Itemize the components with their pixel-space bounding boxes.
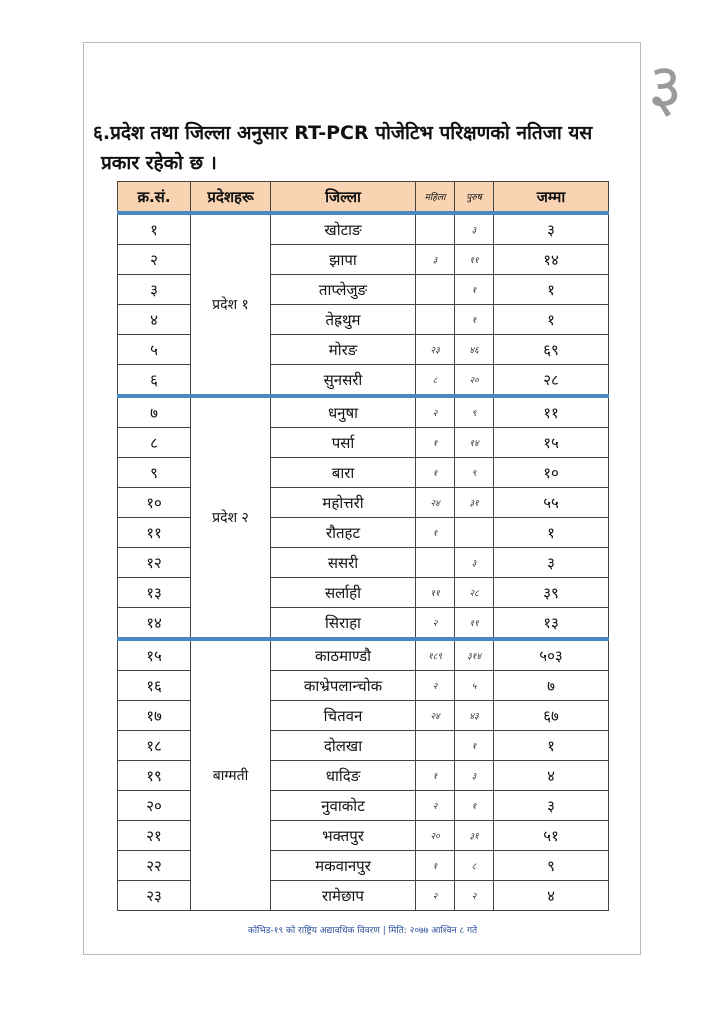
total-cell: ९ xyxy=(494,851,609,881)
male-cell: ३१ xyxy=(455,821,494,851)
male-cell: १४ xyxy=(455,428,494,458)
serial-cell: ११ xyxy=(118,518,191,548)
serial-cell: ७ xyxy=(118,396,191,428)
male-cell xyxy=(455,518,494,548)
district-cell: धनुषा xyxy=(271,396,416,428)
total-cell: १४ xyxy=(494,245,609,275)
female-cell xyxy=(416,275,455,305)
table-header-row xyxy=(118,182,609,214)
serial-cell: १० xyxy=(118,488,191,518)
female-cell: १८९ xyxy=(416,639,455,671)
male-cell: ११ xyxy=(455,608,494,640)
serial-cell: ३ xyxy=(118,275,191,305)
male-cell: ११ xyxy=(455,245,494,275)
serial-cell: ४ xyxy=(118,305,191,335)
heading-line-1: ६.प्रदेश तथा जिल्ला अनुसार RT-PCR पोजेटिभ परिक्षणको नतिजा यस xyxy=(93,122,593,144)
footer-text: कोभिड-१९ को राष्ट्रिय अद्यावधिक विवरण | मिति: २०७७ आश्विन ८ गते xyxy=(247,926,478,936)
serial-cell: २३ xyxy=(118,881,191,911)
female-cell xyxy=(416,548,455,578)
table-row xyxy=(118,396,609,428)
total-cell: ३ xyxy=(494,213,609,245)
table-row xyxy=(118,639,609,671)
total-cell: ७ xyxy=(494,671,609,701)
male-cell: २ xyxy=(455,881,494,911)
female-cell xyxy=(416,731,455,761)
male-cell: ८ xyxy=(455,851,494,881)
female-cell: १ xyxy=(416,761,455,791)
male-cell: ४६ xyxy=(455,335,494,365)
female-cell: २ xyxy=(416,791,455,821)
total-cell: १३ xyxy=(494,608,609,640)
serial-cell: १४ xyxy=(118,608,191,640)
province-cell: प्रदेश १ xyxy=(191,213,271,396)
total-cell: ५१ xyxy=(494,821,609,851)
male-cell: १ xyxy=(455,731,494,761)
serial-cell: १३ xyxy=(118,578,191,608)
total-cell: ४ xyxy=(494,761,609,791)
district-cell: मकवानपुर xyxy=(271,851,416,881)
serial-cell: १६ xyxy=(118,671,191,701)
serial-cell: १५ xyxy=(118,639,191,671)
serial-cell: १९ xyxy=(118,761,191,791)
district-cell: ससरी xyxy=(271,548,416,578)
female-cell: ११ xyxy=(416,578,455,608)
female-cell: २ xyxy=(416,671,455,701)
female-cell: ८ xyxy=(416,365,455,397)
total-cell: ३ xyxy=(494,548,609,578)
total-cell: १ xyxy=(494,305,609,335)
total-cell: १० xyxy=(494,458,609,488)
total-cell: १ xyxy=(494,518,609,548)
female-cell: १ xyxy=(416,851,455,881)
serial-cell: १८ xyxy=(118,731,191,761)
total-cell: ५०३ xyxy=(494,639,609,671)
female-cell xyxy=(416,213,455,245)
total-cell: २८ xyxy=(494,365,609,397)
male-cell: ३ xyxy=(455,213,494,245)
female-cell: २३ xyxy=(416,335,455,365)
female-cell: २ xyxy=(416,396,455,428)
district-cell: तेह्रथुम xyxy=(271,305,416,335)
male-cell: २० xyxy=(455,365,494,397)
serial-cell: १ xyxy=(118,213,191,245)
serial-cell: २ xyxy=(118,245,191,275)
district-cell: मोरङ xyxy=(271,335,416,365)
table-body xyxy=(118,213,609,911)
district-cell: ताप्लेजुङ xyxy=(271,275,416,305)
male-cell: ३१ xyxy=(455,488,494,518)
female-cell: २४ xyxy=(416,701,455,731)
page-number: ३ xyxy=(648,49,683,126)
district-cell: सर्लाही xyxy=(271,578,416,608)
header-male: पुरुष xyxy=(455,182,494,214)
district-cell: महोत्तरी xyxy=(271,488,416,518)
female-cell: ३ xyxy=(416,245,455,275)
district-cell: झापा xyxy=(271,245,416,275)
header-serial: क्र.सं. xyxy=(118,182,191,214)
total-cell: १ xyxy=(494,731,609,761)
section-heading xyxy=(93,118,633,178)
province-cell: प्रदेश २ xyxy=(191,396,271,639)
serial-cell: २२ xyxy=(118,851,191,881)
total-cell: ६७ xyxy=(494,701,609,731)
male-cell: ९ xyxy=(455,458,494,488)
female-cell: २ xyxy=(416,881,455,911)
male-cell: ३ xyxy=(455,548,494,578)
male-cell: ५ xyxy=(455,671,494,701)
district-cell: खोटाङ xyxy=(271,213,416,245)
serial-cell: ६ xyxy=(118,365,191,397)
heading-line-2: प्रकार रहेको छ । xyxy=(101,152,217,174)
male-cell: ४३ xyxy=(455,701,494,731)
male-cell: ३१४ xyxy=(455,639,494,671)
male-cell: १ xyxy=(455,305,494,335)
district-cell: रौतहट xyxy=(271,518,416,548)
female-cell: २० xyxy=(416,821,455,851)
female-cell: १ xyxy=(416,518,455,548)
female-cell xyxy=(416,305,455,335)
male-cell: २८ xyxy=(455,578,494,608)
results-table xyxy=(117,181,609,911)
serial-cell: ५ xyxy=(118,335,191,365)
total-cell: १ xyxy=(494,275,609,305)
total-cell: ६९ xyxy=(494,335,609,365)
district-cell: चितवन xyxy=(271,701,416,731)
table-row xyxy=(118,213,609,245)
total-cell: ४ xyxy=(494,881,609,911)
district-cell: भक्तपुर xyxy=(271,821,416,851)
total-cell: ३ xyxy=(494,791,609,821)
female-cell: २ xyxy=(416,608,455,640)
male-cell: ९ xyxy=(455,396,494,428)
header-female: महिला xyxy=(416,182,455,214)
total-cell: ३९ xyxy=(494,578,609,608)
serial-cell: ९ xyxy=(118,458,191,488)
province-cell: बाग्मती xyxy=(191,639,271,911)
total-cell: ५५ xyxy=(494,488,609,518)
district-cell: दोलखा xyxy=(271,731,416,761)
district-cell: काठमाण्डौ xyxy=(271,639,416,671)
male-cell: १ xyxy=(455,791,494,821)
header-province: प्रदेशहरू xyxy=(191,182,271,214)
header-total: जम्मा xyxy=(494,182,609,214)
serial-cell: १२ xyxy=(118,548,191,578)
male-cell: ३ xyxy=(455,761,494,791)
female-cell: १ xyxy=(416,458,455,488)
female-cell: १ xyxy=(416,428,455,458)
district-cell: धादिङ xyxy=(271,761,416,791)
female-cell: २४ xyxy=(416,488,455,518)
district-cell: सुनसरी xyxy=(271,365,416,397)
header-district: जिल्ला xyxy=(271,182,416,214)
district-cell: काभ्रेपलान्चोक xyxy=(271,671,416,701)
serial-cell: २० xyxy=(118,791,191,821)
serial-cell: १७ xyxy=(118,701,191,731)
male-cell: १ xyxy=(455,275,494,305)
district-cell: पर्सा xyxy=(271,428,416,458)
district-cell: सिराहा xyxy=(271,608,416,640)
district-cell: रामेछाप xyxy=(271,881,416,911)
district-cell: बारा xyxy=(271,458,416,488)
total-cell: १५ xyxy=(494,428,609,458)
total-cell: ११ xyxy=(494,396,609,428)
district-cell: नुवाकोट xyxy=(271,791,416,821)
serial-cell: २१ xyxy=(118,821,191,851)
serial-cell: ८ xyxy=(118,428,191,458)
